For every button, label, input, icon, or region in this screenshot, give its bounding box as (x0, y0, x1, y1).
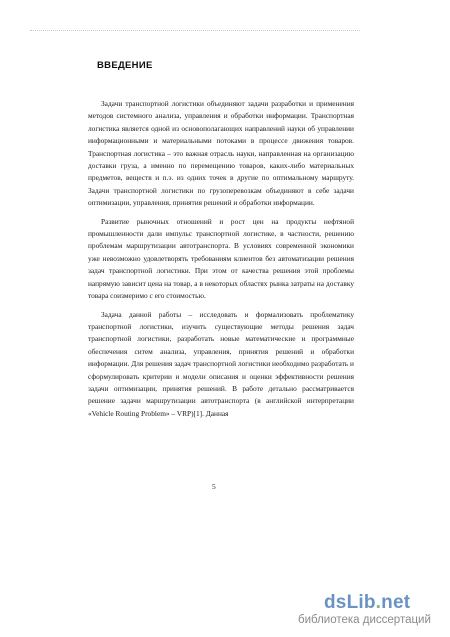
paragraph-3: Задача данной работы – исследовать и формализовать проблематику транспортной логистики, изучить существующие методы решения задач транспортной логистики, разработать новые математические и программные обеспечения ситем анализа, управления, принятия решений и обработки информации. Для решения задач транспортной логистики необходимо разработать и сформулировать критерии и модели описания и оценки эффективности решения задачи оптимизации, принятия решений. В работе детально рассматривается решение задачи маршрутизации автотранспорта (в английской интерпретации «Vehicle Routing Problem» – VRP)[1]. Данная (88, 309, 354, 418)
logo-main: dsLib (324, 592, 376, 613)
section-heading: ВВЕДЕНИЕ (97, 60, 153, 71)
dslib-watermark (298, 593, 438, 627)
page-number: 5 (212, 482, 216, 491)
dslib-logo (298, 593, 438, 613)
watermark-subtitle: библиотека диссертаций (298, 614, 431, 626)
logo-dot: . (375, 592, 382, 613)
body-text (88, 98, 354, 426)
paragraph-2: Развитие рыночных отношений и рост цен на продукты нефтяной промышленности дали импульс транспортной логистике, в частности, решению проблемам маршрутизации автотранспорта. В условиях современной экономики уже невозможно удовлетворять требованиям клиентов без автоматизации решения задач транспортной логистики. При этом от качества решения этой проблемы напрямую зависит цена на товар, а в некоторых областях рынка затраты на доставку товара соизмеримо с его стоимостью. (88, 216, 354, 301)
paragraph-1: Задачи транспортной логистики объединяют задачи разработки и применения методов системного анализа, управления и обработки информации. Транспортная логистика является одной из основополагающих направлений науки об управлении информационными и материальными потоками в процессе движения товаров. Транспортная логистика – это важная отрасль науки, направленная на организацию доставки груза, а именно по перемещению товаров, каких-либо материальных предметов, веществ и п.э. из одних точек в другие по оптимальному маршруту. Задачи транспортной логистики по грузоперевозкам объединяют в себе задачи оптимизации, управления, принятия решений и обработки информации. (88, 99, 354, 208)
logo-tld: net (381, 592, 411, 613)
header-rule (30, 30, 360, 32)
